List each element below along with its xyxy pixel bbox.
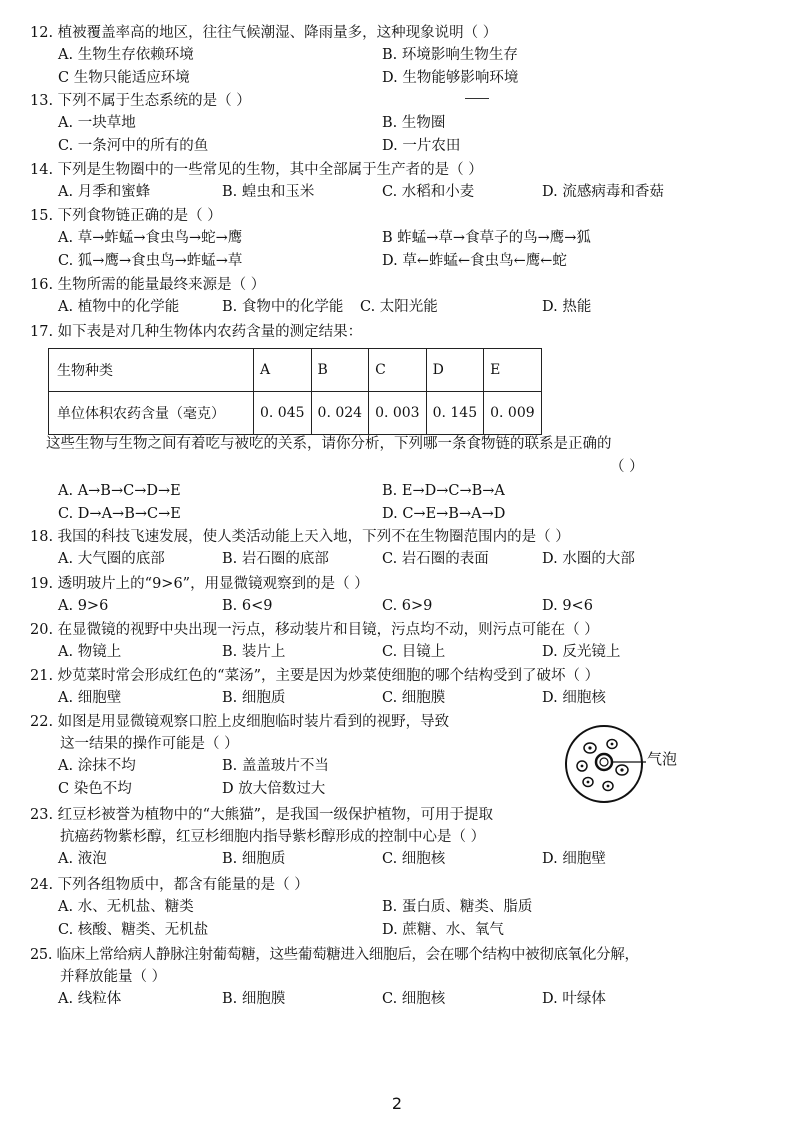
question-stem-cont: 抗癌药物紫杉醇，红豆杉细胞内指导紫杉醇形成的控制中心是（ ） xyxy=(60,829,486,845)
cell-nucleus xyxy=(588,746,591,749)
option-c: C. 核酸、糖类、无机盐 xyxy=(58,922,209,938)
option-c: C. 细胞膜 xyxy=(382,690,446,706)
question-stem: 23. 红豆杉被誉为植物中的“大熊猫”，是我国一级保护植物，可用于提取 xyxy=(30,807,493,823)
option-b: B. 细胞质 xyxy=(222,851,286,867)
options-row xyxy=(30,44,758,67)
options-row xyxy=(30,67,758,90)
question-14 xyxy=(30,159,758,204)
options-row xyxy=(30,595,758,618)
option-d: D. 草←蚱蜢←食虫鸟←鹰←蛇 xyxy=(382,253,567,269)
question-stem: 24. 下列各组物质中，都含有能量的是（ ） xyxy=(30,877,309,893)
option-b: B. 细胞质 xyxy=(222,690,286,706)
microscope-field-figure xyxy=(560,722,650,806)
option-a: A. 大气圈的底部 xyxy=(58,551,165,567)
question-24 xyxy=(30,874,758,942)
option-a: A. A→B→C→D→E xyxy=(58,483,181,499)
option-b: B. 细胞膜 xyxy=(222,991,286,1007)
table-cell: D xyxy=(426,349,484,392)
answer-paren: （ ） xyxy=(610,459,644,475)
question-17 xyxy=(30,321,758,343)
options-row xyxy=(30,296,758,319)
options-row xyxy=(30,848,758,871)
table-cell: 生物种类 xyxy=(49,349,254,392)
option-c: C. 细胞核 xyxy=(382,851,446,867)
options-row xyxy=(30,227,758,250)
option-d: D 放大倍数过大 xyxy=(222,781,326,797)
option-b: B. 食物中的化学能 xyxy=(222,299,344,315)
question-stem: 25. 临床上常给病人静脉注射葡萄糖，这些葡萄糖进入细胞后，会在哪个结构中被彻底氧化分解， xyxy=(30,947,639,963)
cell-nucleus xyxy=(607,785,610,788)
option-c: C. 6>9 xyxy=(382,598,433,614)
option-a: A. 植物中的化学能 xyxy=(58,299,180,315)
table-cell: 0. 009 xyxy=(484,392,542,435)
options-row xyxy=(30,250,758,273)
question-18 xyxy=(30,526,758,571)
table-cell: E xyxy=(484,349,542,392)
option-b: B. 岩石圈的底部 xyxy=(222,551,329,567)
options-row xyxy=(30,988,758,1011)
option-d: D. 热能 xyxy=(542,299,592,315)
option-c: C. 目镜上 xyxy=(382,644,446,660)
question-13 xyxy=(30,90,758,158)
question-17-options xyxy=(30,480,758,526)
option-a: A. 生物生存依赖环境 xyxy=(58,47,194,63)
option-c: C. 水稻和小麦 xyxy=(382,184,475,200)
table-cell: 0. 024 xyxy=(311,392,369,435)
options-row xyxy=(30,896,758,919)
question-stem: 18. 我国的科技飞速发展，使人类活动能上天入地，下列不在生物圈范围内的是（ ） xyxy=(30,529,570,545)
option-d: D. 9<6 xyxy=(542,598,593,614)
option-a: A. 水、无机盐、糖类 xyxy=(58,899,194,915)
question-16 xyxy=(30,274,758,319)
table-cell: 0. 145 xyxy=(426,392,484,435)
options-row xyxy=(30,548,758,571)
question-stem: 13. 下列不属于生态系统的是（ ） xyxy=(30,93,251,109)
option-b: B. E→D→C→B→A xyxy=(382,483,505,499)
option-b: B. 蛋白质、糖类、脂质 xyxy=(382,899,533,915)
option-b: B. 环境影响生物生存 xyxy=(382,47,518,63)
options-row xyxy=(30,112,758,135)
table-cell: A xyxy=(254,349,312,392)
options-row xyxy=(30,641,758,664)
option-a: A. 月季和蜜蜂 xyxy=(58,184,151,200)
option-a: A. 物镜上 xyxy=(58,644,122,660)
option-a: A. 线粒体 xyxy=(58,991,122,1007)
option-d: D. 细胞核 xyxy=(542,690,606,706)
question-20 xyxy=(30,619,758,664)
table-cell: C xyxy=(369,349,427,392)
option-b: B. 生物圈 xyxy=(382,115,446,131)
question-stem-cont: 并释放能量（ ） xyxy=(60,969,167,985)
table-cell: 0. 003 xyxy=(369,392,427,435)
options-row xyxy=(30,135,758,158)
question-stem: 15. 下列食物链正确的是（ ） xyxy=(30,208,222,224)
cell-nucleus xyxy=(587,781,590,784)
option-b: B. 6<9 xyxy=(222,598,273,614)
table-header-row xyxy=(49,349,542,392)
options-row xyxy=(30,480,758,503)
option-c: C. 一条河中的所有的鱼 xyxy=(58,138,209,154)
option-d: D. 蔗糖、水、氧气 xyxy=(382,922,504,938)
option-b: B. 装片上 xyxy=(222,644,286,660)
question-12 xyxy=(30,22,758,90)
options-row xyxy=(30,181,758,204)
question-19 xyxy=(30,573,758,618)
question-stem: 12. 植被覆盖率高的地区，往往气候潮湿、降雨量多，这种现象说明（ ） xyxy=(30,25,498,41)
table-cell: B xyxy=(311,349,369,392)
option-c: C. 太阳光能 xyxy=(360,299,438,315)
option-d: D. C→E→B→A→D xyxy=(382,506,506,522)
option-c: C. 狐→鹰→食虫鸟→蚱蜢→草 xyxy=(58,253,243,269)
question-21 xyxy=(30,665,758,710)
option-b: B. 蝗虫和玉米 xyxy=(222,184,315,200)
option-a: A. 9>6 xyxy=(58,598,109,614)
question-23 xyxy=(30,804,758,871)
option-d: D. 一片农田 xyxy=(382,138,461,154)
question-stem: 16. 生物所需的能量最终来源是（ ） xyxy=(30,277,266,293)
cell-nucleus xyxy=(620,768,623,771)
option-c: C. 细胞核 xyxy=(382,991,446,1007)
option-c: C. 岩石圈的表面 xyxy=(382,551,489,567)
table-row xyxy=(49,392,542,435)
table-cell: 单位体积农药含量（毫克） xyxy=(49,392,254,435)
question-25 xyxy=(30,944,758,1011)
question-stem: 14. 下列是生物圈中的一些常见的生物，其中全部属于生产者的是（ ） xyxy=(30,162,483,178)
air-bubble xyxy=(596,754,612,770)
cell-nucleus xyxy=(581,765,584,768)
question-15 xyxy=(30,205,758,273)
question-17-continued xyxy=(46,433,758,455)
option-d: D. 生物能够影响环境 xyxy=(382,70,519,86)
option-d: D. 流感病毒和香菇 xyxy=(542,184,664,200)
option-a: A. 涂抹不均 xyxy=(58,758,136,774)
question-stem: 17. 如下表是对几种生物体内农药含量的测定结果： xyxy=(30,324,363,340)
option-d: D. 反光镜上 xyxy=(542,644,621,660)
option-a: A. 细胞壁 xyxy=(58,690,122,706)
options-row xyxy=(30,919,758,942)
option-d: D. 细胞壁 xyxy=(542,851,606,867)
option-a: A. 草→蚱蜢→食虫鸟→蛇→鹰 xyxy=(58,230,243,246)
option-d: D. 水圈的大部 xyxy=(542,551,635,567)
option-b: B 蚱蜢→草→食草子的鸟→鹰→狐 xyxy=(382,230,591,246)
question-stem: 这些生物与生物之间有着吃与被吃的关系，请你分析，下列哪一条食物链的联系是正确的 xyxy=(46,436,612,452)
table-cell: 0. 045 xyxy=(254,392,312,435)
options-row xyxy=(30,687,758,710)
question-stem: 20. 在显微镜的视野中央出现一污点，移动装片和目镜，污点均不动，则污点可能在（ ） xyxy=(30,622,599,638)
option-b: B. 盖盖玻片不当 xyxy=(222,758,329,774)
pesticide-table xyxy=(48,348,542,435)
question-stem-cont: 这一结果的操作可能是（ ） xyxy=(60,736,239,752)
figure-label-bubble: 气泡 xyxy=(647,750,678,768)
question-stem: 21. 炒苋菜时常会形成红色的“菜汤”，主要是因为炒菜使细胞的哪个结构受到了破坏（ ） xyxy=(30,668,600,684)
option-d: D. 叶绿体 xyxy=(542,991,606,1007)
question-stem: 19. 透明玻片上的“9>6”，用显微镜观察到的是（ ） xyxy=(30,576,369,592)
option-c: C. D→A→B→C→E xyxy=(58,506,181,522)
option-a: A. 液泡 xyxy=(58,851,107,867)
page-number: 2 xyxy=(391,1094,403,1113)
option-c: C 染色不均 xyxy=(58,781,132,797)
question-stem: 22. 如图是用显微镜观察口腔上皮细胞临时装片看到的视野，导致 xyxy=(30,714,450,730)
options-row xyxy=(30,503,758,526)
cell-nucleus xyxy=(611,743,614,746)
option-a: A. 一块草地 xyxy=(58,115,136,131)
option-c: C 生物只能适应环境 xyxy=(58,70,190,86)
